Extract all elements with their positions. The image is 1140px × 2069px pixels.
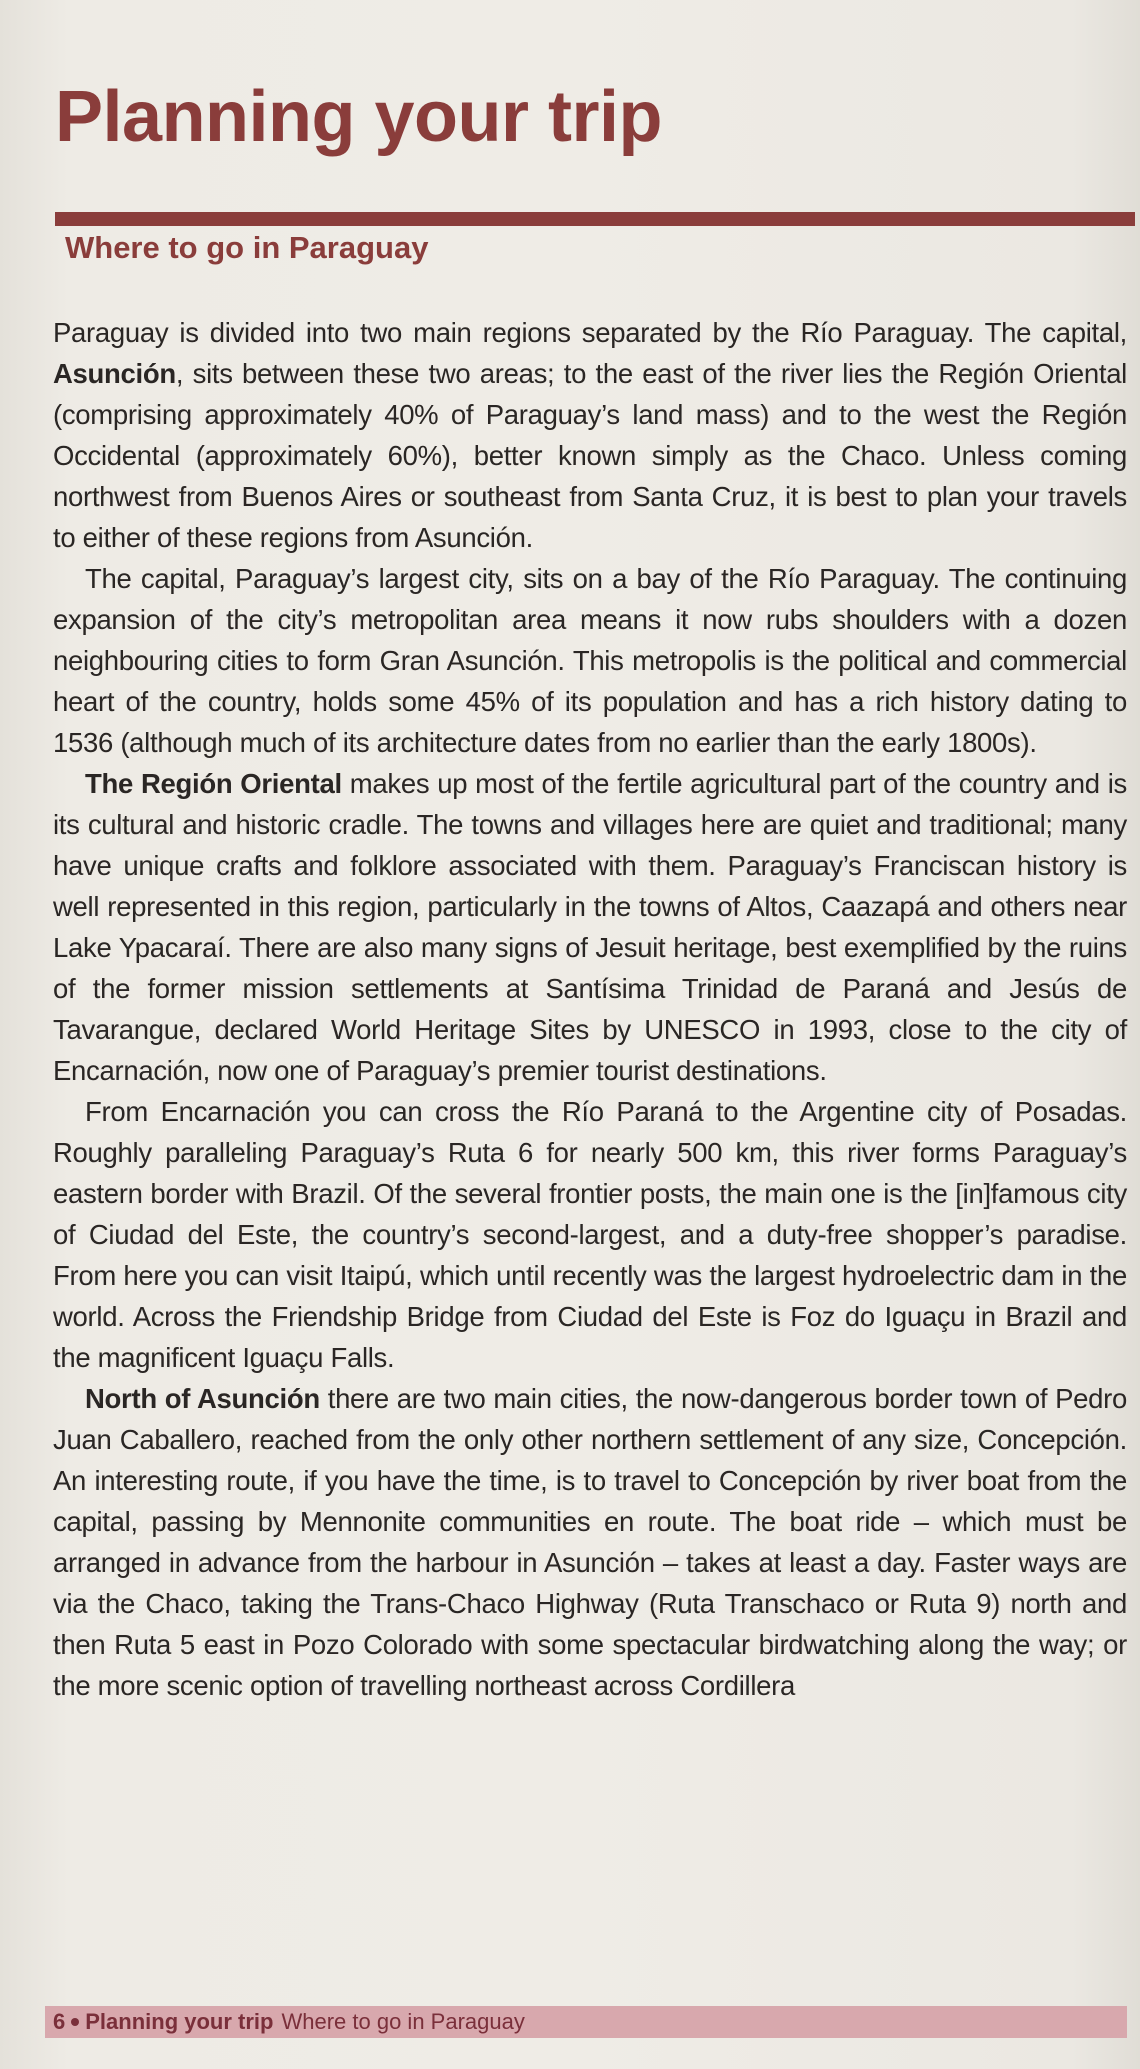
paragraph-1-text-a: Paraguay is divided into two main regions separated by the Río Paraguay. The capital, <box>53 317 1127 348</box>
bold-term-asuncion: Asunción <box>53 358 176 389</box>
footer-chapter: Planning your trip <box>85 2009 274 2034</box>
paragraph-5 <box>53 1378 1127 1706</box>
footer-section: Where to go in Paraguay <box>281 2009 525 2034</box>
bold-term-north-of-asuncion: North of Asunción <box>85 1383 320 1414</box>
body-text <box>53 312 1127 1706</box>
paragraph-4: From Encarnación you can cross the Río Paraná to the Argentine city of Posadas. Roughly paralleling Paraguay’s Ruta 6 for nearly 500 km, this river forms Paraguay’s eastern border with Brazil. Of the several frontier posts, the main one is the [in]famous city of Ciudad del Este, the country’s second-largest, and a duty-free shopper’s paradise. From here you can visit Itaipú, which until recently was the largest hydroelectric dam in the world. Across the Friendship Bridge from Ciudad del Este is Foz do Iguaçu in Brazil and the magnificent Iguaçu Falls. <box>53 1096 1127 1373</box>
paragraph-5-text: there are two main cities, the now-dangerous border town of Pedro Juan Caballero, reached from the only other northern settlement of any size, Concepción. An interesting route, if you have the time, is to travel to Concepción by river boat from the capital, passing by Mennonite communities en route. The boat ride – which must be arranged in advance from the harbour in Asunción – takes at least a day. Faster ways are via the Chaco, taking the Trans-Chaco Highway (Ruta Transchaco or Ruta 9) north and then Ruta 5 east in Pozo Colorado with some spectacular birdwatching along the way; or the more scenic option of travelling northeast across Cordillera <box>53 1383 1127 1701</box>
paragraph-3 <box>53 763 1127 1091</box>
paragraph-1-text-c: , sits between these two areas; to the east of the river lies the Región Oriental (comprising approximately 40% of Paraguay’s land mass) and to the west the Región Occidental (approximately 60%), better known simply as the Chaco. Unless coming northwest from Buenos Aires or southeast from Santa Cruz, it is best to plan your travels to either of these regions from Asunción. <box>53 358 1127 553</box>
section-heading: Where to go in Paraguay <box>65 230 429 265</box>
page-number: 6 <box>53 2009 66 2034</box>
paragraph-1 <box>53 312 1127 558</box>
bullet-dot-icon <box>71 2018 79 2026</box>
paragraph-3-text: makes up most of the fertile agricultural part of the country and is its cultural and historic cradle. The towns and villages here are quiet and traditional; many have unique crafts and folklore associated with them. Paraguay’s Franciscan history is well represented in this region, particularly in the towns of Altos, Caazapá and others near Lake Ypacaraí. There are also many signs of Jesuit heritage, best exemplified by the ruins of the former mission settlements at Santísima Trinidad de Paraná and Jesús de Tavarangue, declared World Heritage Sites by UNESCO in 1993, close to the city of Encarnación, now one of Paraguay’s premier tourist destinations. <box>53 768 1127 1086</box>
bold-term-region-oriental: The Región Oriental <box>85 768 342 799</box>
paragraph-2: The capital, Paraguay’s largest city, sits on a bay of the Río Paraguay. The continuing expansion of the city’s metropolitan area means it now rubs shoulders with a dozen neighbouring cities to form Gran Asunción. This metropolis is the political and commercial heart of the country, holds some 45% of its population and has a rich history dating to 1536 (although much of its architecture dates from no earlier than the early 1800s). <box>53 563 1127 758</box>
running-footer <box>45 2006 1127 2038</box>
title-rule <box>55 212 1135 226</box>
chapter-title: Planning your trip <box>55 77 663 157</box>
